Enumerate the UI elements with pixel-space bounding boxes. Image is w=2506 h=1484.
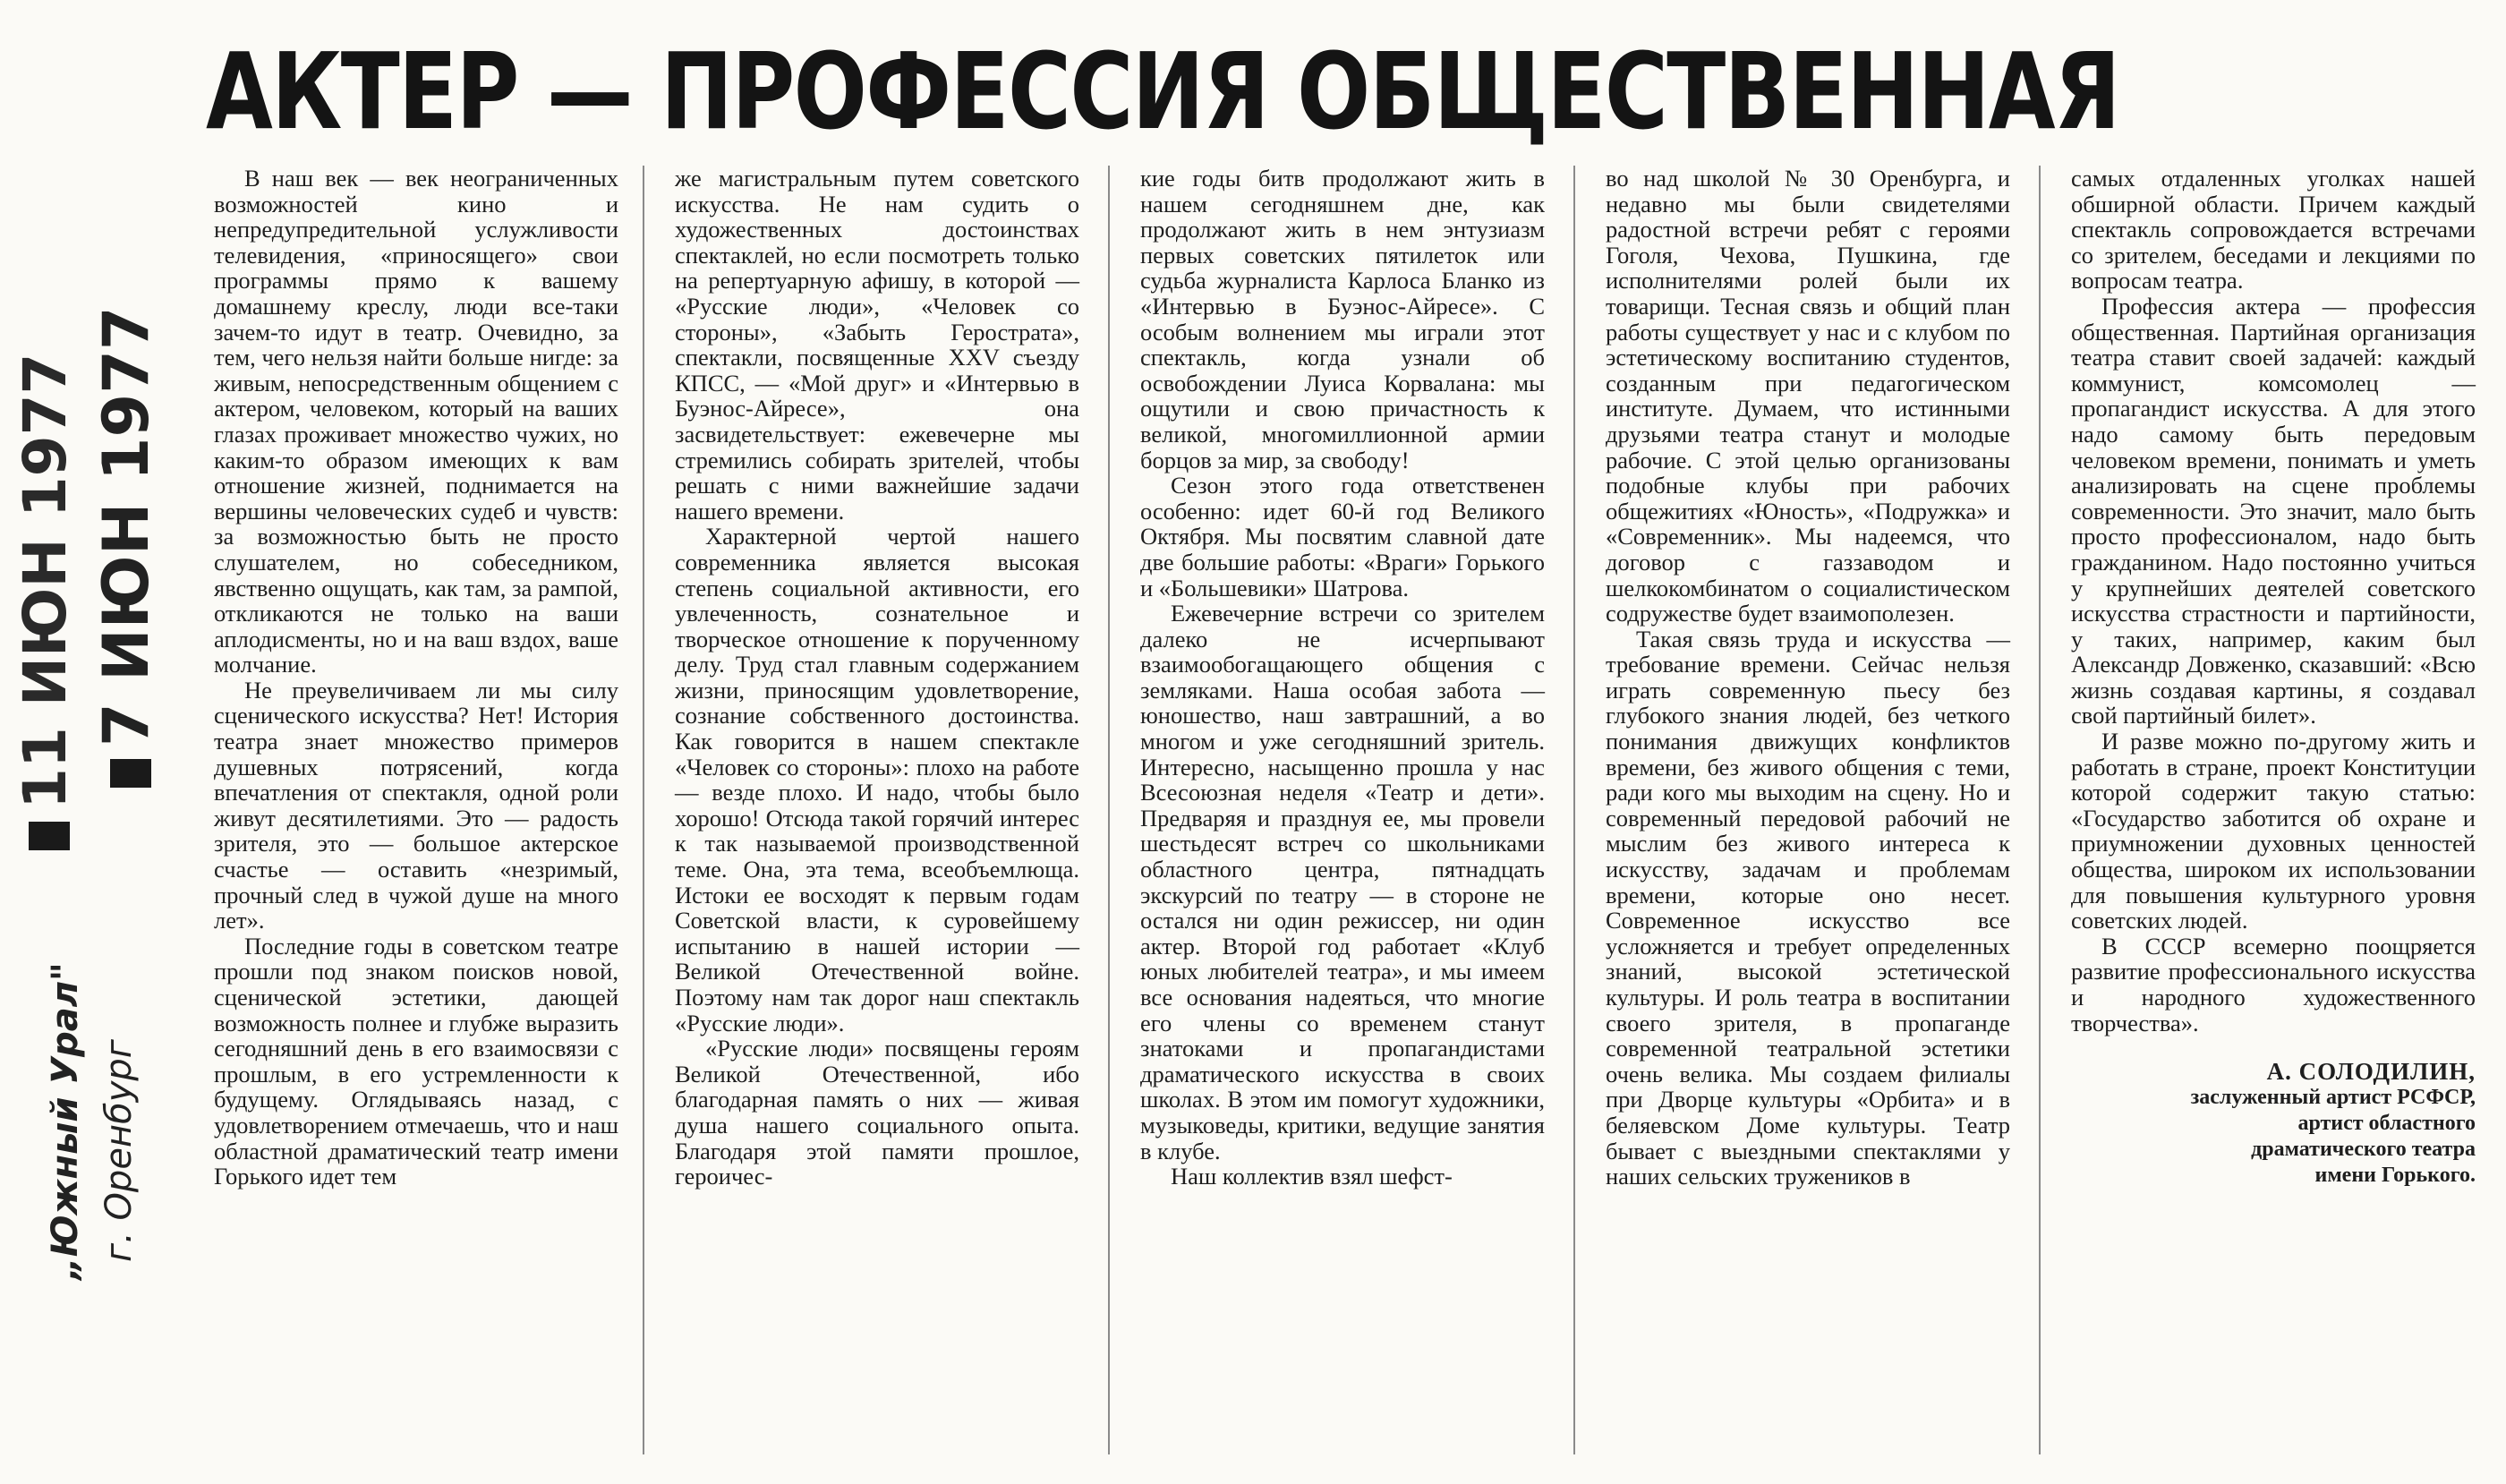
paragraph: В наш век — век неограниченных возможностей кино и непредупредительной услужливости телевидения, «приносящего» свои программы прямо к вашему домашнему креслу, люди все-таки зачем-то идут в театр. Очевидно, за тем, чего нельзя найти больше нигде: за живым, непосредственным общением с актером, человеком, который на ваших глазах проживает множество чужих, но каким-то образом имеющих к вам отношение жизней, поднимается на вершины человеческих судеб и чувств: за возможностью быть не просто слушателем, но собеседником, явственно ощущать, как там, за рампой, откликаются не только на ваши аплодисменты, но и на ваш вздох, ваше молчание. bbox=[214, 166, 618, 678]
paragraph: же магистральным путем советского искусства. Не нам судить о художественных достоинствах спектаклей, но если посмотреть только на репертуарную афишу, в которой — «Русские люди», «Человек со стороны», «Забыть Герострата», спектакли, посвященные XXV съезду КПСС, — «Мой друг» и «Интервью в Буэнос-Айресе», она засвидетельствует: ежевечерне мы стремились собирать зрителей, чтобы решать с ними важнейшие задачи нашего времени. bbox=[675, 166, 1079, 525]
paragraph: Последние годы в советском театре прошли под знаком поисков новой, сценической эстетики, дающей возможность полнее и глубже выразить сегодняшний день в его взаимосвязи с прошлым, в его устремленности к будущему. Оглядываясь назад, с удовлетворением отмечаешь, что и наш областной драматический театр имени Горького идет тем bbox=[214, 932, 618, 1190]
paragraph: «Русские люди» посвящены героям Великой Отечественной, ибо благодарная память о них — живая душа нашего социального опыта. Благодаря этой памяти прошлое, героичес- bbox=[675, 1035, 1079, 1190]
author-title: заслуженный артист РСФСР, bbox=[2190, 1085, 2476, 1109]
paragraph: В СССР всемерно поощряется развитие профессионального искусства и народного художественного творчества». bbox=[2071, 932, 2476, 1036]
article-column-2 bbox=[662, 166, 1092, 1454]
paragraph: Ежевечерние встречи со зрителем далеко не исчерпывают взаимообогащающего общения с земляками. Наша особая забота — юношество, наш завтрашний, а во многом и уже сегодняшний зритель. Интересно, насыщенно прошла у нас Всесоюзная неделя «Театр и дети». Предваряя и празднуя ее, мы провели шестьдесят встреч со школьниками областного центра, пятнадцать экскурсий по театру — в стороне не остался ни один режиссер, ни один актер. Второй год работает «Клуб юных любителей театра», и мы имеем все основания надеяться, что многие его члены со временем станут знатоками и пропагандистами драматического искусства в своих школах. В этом им помогут художники, музыковеды, критики, ведущие занятия в клубе. bbox=[1140, 600, 1545, 1164]
article-column-1 bbox=[201, 166, 631, 1454]
paragraph: Не преувеличиваем ли мы силу сценического искусства? Нет! История театра знает множество примеров душевных потрясений, когда впечатления от спектакля, одной роли живут десятилетиями. Это — радость зрителя, это — большое актерское счастье — оставить «незримый, прочный след в чужой душе на много лет». bbox=[214, 676, 618, 934]
article-column-5 bbox=[2058, 166, 2488, 1454]
author-title: имени Горького. bbox=[2314, 1163, 2476, 1187]
newspaper-name: „Южный Урал" bbox=[45, 962, 86, 1280]
author-title: драматического театра bbox=[2251, 1137, 2476, 1161]
column-rule bbox=[1108, 166, 1110, 1454]
column-rule bbox=[1573, 166, 1575, 1454]
author-signature bbox=[2071, 1059, 2476, 1189]
author-title: артист областного bbox=[2297, 1111, 2476, 1135]
column-rule bbox=[2039, 166, 2041, 1454]
article-headline: АКТЕР — ПРОФЕССИЯ ОБЩЕСТВЕННАЯ bbox=[206, 30, 2119, 153]
paragraph: И разве можно по-другому жить и работать в стране, проект Конституции которой содержит такую статью: «Государство заботится об охране и приумножении духовных ценностей общества, широком их использовании для повышения культурного уровня советских людей. bbox=[2071, 728, 2476, 934]
paragraph: Такая связь труда и искусства — требование времени. Сейчас нельзя играть современную пьесу без глубокого знания людей, без четкого понимания движущих конфликтов времени, без живого общения с теми, ради кого мы выходим на сцену. Но и современный передовой рабочий не мыслим без живого интереса к искусству, задачам и проблемам времени, которые оно несет. Современное искусство все усложняется и требует определенных знаний, высокой эстетической культуры. И роль театра в воспитании своего зрителя, в пропаганде современной театральной эстетики очень велика. Мы создаем филиалы при Дворце культуры «Орбита» и в беляевском Доме культуры. Театр бывает с выездными спектаклями у наших сельских тружеников в bbox=[1606, 625, 2010, 1190]
paragraph: Характерной чертой нашего современника является высокая степень социальной активности, его увлеченность, сознательное и творческое отношение к порученному делу. Труд стал главным содержанием жизни, приносящим удовлетворение, сознание собственного достоинства. Как говорится в нашем спектакле «Человек со стороны»: плохо на работе — везде плохо. И надо, чтобы было хорошо! Отсюда такой горячий интерес к так называемой производственной теме. Она, эта тема, всеобъемлюща. Истоки ее восходят к первым годам Советской власти, к суровейшему испытанию в нашей истории — Великой Отечественной войне. Поэтому нам так дорог наш спектакль «Русские люди». bbox=[675, 523, 1079, 1036]
paragraph: во над школой № 30 Оренбурга, и недавно мы были свидетелями радостной встречи ребят с героями Гоголя, Чехова, Пушкина, где исполнителями ролей были их товарищи. Тесная связь и общий план работы существует у нас и с клубом по эстетическому воспитанию студентов, созданным при педагогическом институте. Думаем, что истинными друзьями театра станут и молодые рабочие. С этой целью организованы подобные клубы при рабочих общежитиях «Юность», «Подружка» и «Современник». Мы надеемся, что договор с газзаводом и шелкокомбинатом о социалистическом содружестве будет взаимополезен. bbox=[1606, 166, 2010, 627]
date-stamp-faint: 11 ИЮН 1977 bbox=[11, 354, 80, 850]
paragraph: кие годы битв продолжают жить в нашем сегодняшнем дне, как продолжают жить в нем энтузиазм первых советских пятилеток или судьба журналиста Карлоса Бланко из «Интервью в Буэнос-Айресе». С особым волнением мы играли этот спектакль, когда узнали об освобождении Луиса Корвалана: мы ощутили и свою причастность к великой, многомиллионной армии борцов за мир, за свободу! bbox=[1140, 166, 1545, 473]
author-name: А. СОЛОДИЛИН, bbox=[2266, 1058, 2476, 1086]
paragraph: самых отдаленных уголках нашей обширной области. Причем каждый спектакль сопровождается встречами со зрителем, беседами и лекциями по вопросам театра. bbox=[2071, 166, 2476, 294]
newspaper-city: г. Оренбург bbox=[98, 1039, 140, 1262]
paragraph: Сезон этого года ответственен особенно: идет 60-й год Великого Октября. Мы посвятим славной дате две большие работы: «Враги» Горького и «Большевики» Шатрова. bbox=[1140, 472, 1545, 601]
article-column-4 bbox=[1593, 166, 2023, 1454]
paragraph: Профессия актера — профессия общественная. Партийная организация театра ставит своей задачей: каждый коммунист, комсомолец — пропагандист искусства. А для этого надо самому быть передовым человеком времени, понимать и уметь анализировать на сцене проблемы современности. Это значит, мало быть просто профессионалом, надо быть гражданином. Надо постоянно учиться у крупнейших деятелей советского искусства страстности и партийности, у таких, например, каким был Александр Довженко, сказавший: «Всю жизнь создавая картины, я создавал свой партийный билет». bbox=[2071, 292, 2476, 729]
paragraph: Наш коллектив взял шефст- bbox=[1171, 1163, 1453, 1190]
column-rule bbox=[643, 166, 644, 1454]
date-stamp: 7 ИЮН 1977 bbox=[90, 306, 163, 788]
article-column-3 bbox=[1128, 166, 1557, 1454]
